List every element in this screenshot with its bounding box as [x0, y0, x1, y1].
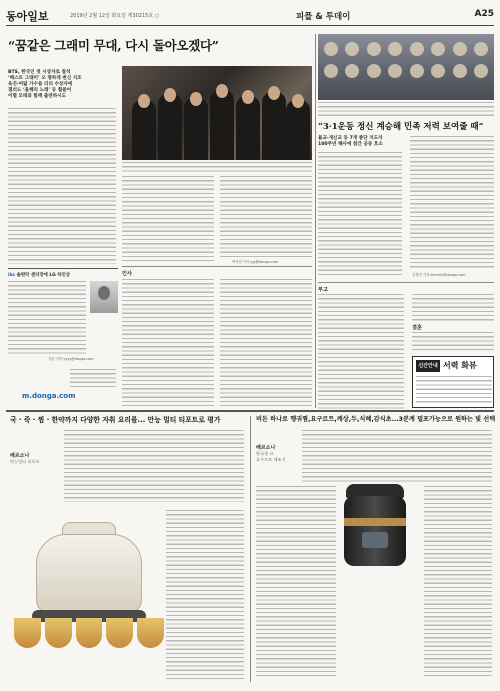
- tea-pot-ad-brand-block: [10, 452, 40, 465]
- tea-pot-ad-body: [64, 430, 244, 502]
- wedding-title: 결혼: [412, 325, 423, 331]
- article-body-column: [410, 136, 494, 270]
- article-body-column: [8, 108, 116, 264]
- article-body-column: [318, 152, 402, 276]
- book-ad-title: 서력 화뷰: [443, 361, 477, 370]
- yogurt-maker-ad-body: [302, 430, 492, 482]
- personnel-list: [220, 279, 312, 407]
- people-box: [8, 268, 118, 360]
- obituary-list: [318, 294, 404, 410]
- photo-caption: [318, 102, 494, 118]
- yogurt-maker-ad-body: [256, 486, 336, 678]
- kettle-illustration: [26, 514, 152, 624]
- people-box-body: [8, 281, 86, 355]
- right-headline: “3·1운동 정신 계승해 민족 저력 보여줄 때”: [318, 122, 484, 132]
- photo-group-on-stage: [122, 66, 312, 160]
- byline: 김정연 기자 kimmin@donga.com: [412, 273, 466, 277]
- dateline: 2019년 2월 12일 화요일 제30215호 ○: [70, 13, 160, 19]
- section-title: 피플 & 투데이: [296, 12, 351, 22]
- yogurt-maker-illustration: [340, 484, 410, 574]
- book-ad: [412, 356, 494, 408]
- yogurt-maker-brand-block: [256, 444, 286, 463]
- subheadline-line: 100주년 해사에 참간 공동 호소: [318, 142, 383, 147]
- obituary-notices: [318, 286, 494, 326]
- photo-religious-leaders: [318, 34, 494, 100]
- page-number: A25: [474, 9, 494, 19]
- photo-caption: [122, 162, 312, 172]
- subheadline-line: 갤러드 ‘올해의 노래’ 등 휩쓸어: [8, 88, 72, 93]
- mobile-ad-text: [70, 369, 116, 389]
- subheadline-line: 불교·개신교 등 7개 종단 지도자: [318, 136, 383, 141]
- article-body-column: [220, 176, 312, 258]
- article-body-column: [122, 176, 214, 264]
- subheadline-line: 육진·여덟 가수들 더러 수상자에: [8, 82, 73, 87]
- masthead: [6, 6, 494, 26]
- subheadline-line: 이별 모테와 함께 출연하시도: [8, 94, 67, 99]
- portrait-photo: [90, 281, 118, 313]
- personnel-title: 인사: [122, 271, 133, 277]
- model-name: 만능멀티 티포트: [10, 459, 40, 464]
- personnel-list: [122, 279, 214, 407]
- right-subheadline: [318, 136, 418, 148]
- subheadline-line: ‘베스트 그래미’ 오 명하게 변신 지조: [8, 76, 82, 81]
- yogurt-maker-ad-body: [424, 486, 492, 678]
- tea-pot-ad-headline: 국 · 죽 · 찜 · 한약까지 다양한 자취 요리를... 만능 멀티 티포트로 평가: [10, 416, 221, 424]
- newspaper-logo: 동아일보: [6, 10, 49, 23]
- wedding-notices: [412, 324, 494, 354]
- byline: 박지연 기자 pjy@donga.com: [232, 260, 278, 264]
- subheadline-line: BTS, 한국인 첫 시상자로 참석: [8, 70, 71, 75]
- brand-name: 배르소나: [256, 445, 276, 451]
- yogurt-maker-ad-headline: 비돈 하나로 행궈찜,요구르트,깨상,두,식혜,감식초...3분계 멀포가능으로 원하는 빛 선택: [256, 416, 496, 423]
- people-box-title: iks 솔편악 센터장에 LG 하인상: [8, 273, 70, 278]
- byline: 김문 기자 yyyy@donga.com: [48, 357, 94, 361]
- obituary-title: 부고: [318, 287, 329, 293]
- personnel-notices: [122, 270, 312, 408]
- tea-pot-ad: [6, 414, 246, 684]
- main-headline: “꿈같은 그래미 무대, 다시 돌아오겠다”: [8, 38, 219, 53]
- food-bowls-illustration: [14, 618, 164, 648]
- wedding-list: [412, 332, 494, 352]
- book-ad-text: [416, 376, 492, 404]
- model-name: 요구르트 제조기: [256, 457, 286, 462]
- main-subheadline: [8, 70, 116, 100]
- model-name: 한국형 요: [256, 451, 274, 456]
- brand-name: 배르소나: [10, 453, 30, 459]
- mobile-ad: [8, 366, 118, 406]
- tea-pot-ad-body: [166, 510, 244, 680]
- book-ad-tag: 신간안내: [416, 360, 440, 372]
- mobile-ad-url[interactable]: m.donga.com: [22, 392, 76, 400]
- obituary-list: [412, 294, 494, 322]
